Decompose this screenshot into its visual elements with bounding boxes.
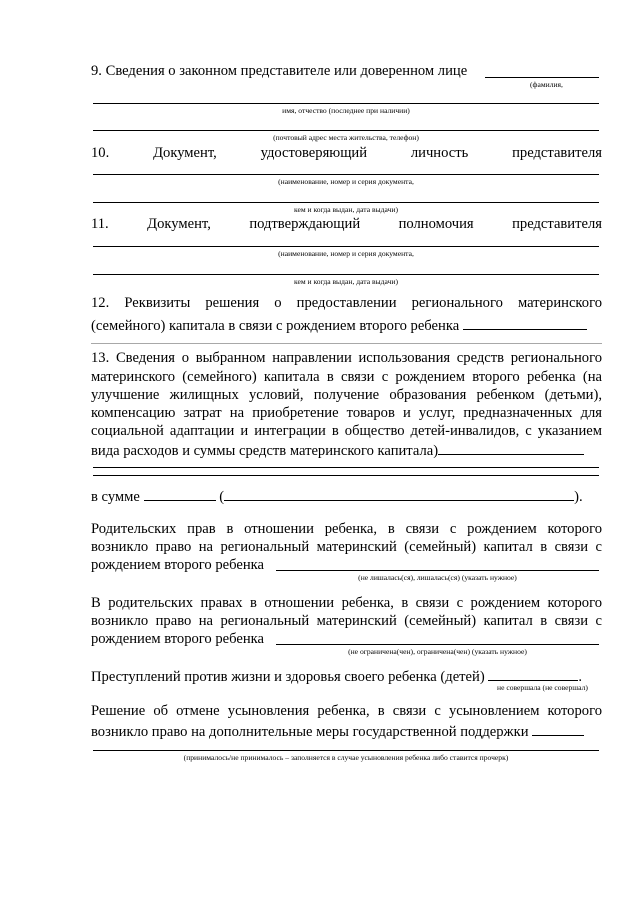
separator-line: [91, 343, 602, 344]
item13-extra-line-1[interactable]: [93, 467, 599, 468]
item11-heading: [91, 215, 602, 234]
item13-extra-line-2[interactable]: [93, 475, 599, 476]
item11-word-representative: представителя: [512, 216, 602, 232]
item11-doc-line[interactable]: [93, 246, 599, 247]
crimes-note: не совершала (не совершал): [497, 683, 588, 692]
adoption-extra-line[interactable]: [93, 750, 599, 751]
adoption-note: (принималось/не принималось – заполняется в случае усыновления ребенка либо ставится прочерк): [183, 753, 509, 762]
item10-doc-note: (наименование, номер и серия документа,: [278, 177, 414, 186]
item12-line2: [91, 315, 587, 336]
item10-doc-line[interactable]: [93, 174, 599, 175]
item9-text: 9. Сведения о законном представителе или доверенном лице: [91, 63, 468, 79]
restricted-rights-field[interactable]: [276, 644, 599, 645]
item10-issued-line[interactable]: [93, 202, 599, 203]
item9-address-note: (почтовый адрес места жительства, телефон): [273, 133, 419, 142]
sum-digits-field[interactable]: [144, 486, 216, 501]
restricted-rights-line2: возникло право на региональный материнский (семейный) капитал в связи с: [91, 613, 602, 629]
sum-label: в сумме: [91, 489, 140, 505]
item10-word-certifying: удостоверяющий: [260, 145, 368, 161]
restricted-rights-note: (не ограничена(чен), ограничена(чен) (указать нужное): [348, 647, 527, 656]
crimes-field[interactable]: [488, 666, 578, 681]
item9-name-line[interactable]: [93, 103, 599, 104]
item10-heading: [91, 144, 602, 163]
item9-surname-note: (фамилия,: [530, 80, 563, 89]
item13-line4: компенсацию затрат на приобретение товаров и услуг, предназначенных для: [91, 405, 602, 421]
item13-line3: улучшение жилищных условий, получение образования ребенком (детьми),: [91, 387, 602, 403]
adoption-line1: Решение об отмене усыновления ребенка, в связи с усыновлением которого: [91, 703, 602, 719]
item12-line2-text: (семейного) капитала в связи с рождением второго ребенка: [91, 318, 460, 334]
item11-issued-line[interactable]: [93, 274, 599, 275]
item10-word-representative: представителя: [512, 145, 602, 161]
parental-rights-line3: рождением второго ребенка: [91, 557, 265, 573]
item13-line6-text: вида расходов и суммы средств материнского капитала): [91, 443, 439, 459]
restricted-rights-line1: В родительских правах в отношении ребенка, в связи с рождением которого: [91, 595, 602, 611]
parental-rights-field[interactable]: [276, 570, 599, 571]
parental-rights-line1: Родительских прав в отношении ребенка, в связи с рождением которого: [91, 521, 602, 537]
item13-line1: 13. Сведения о выбранном направлении использования средств регионального: [91, 350, 602, 366]
item9-surname-line[interactable]: [485, 77, 599, 78]
restricted-rights-line3: рождением второго ребенка: [91, 631, 265, 647]
item10-word-document: Документ,: [153, 145, 217, 161]
item12-details-field[interactable]: [463, 315, 587, 330]
crimes-text: Преступлений против жизни и здоровья своего ребенка (детей): [91, 669, 485, 685]
item13-sum-row: [91, 486, 583, 507]
item9-name-note: имя, отчество (последнее при наличии): [282, 106, 410, 115]
item11-doc-note: (наименование, номер и серия документа,: [278, 249, 414, 258]
item11-issued-note: кем и когда выдан, дата выдачи): [293, 277, 399, 286]
item11-word-authority: полномочия: [398, 216, 474, 232]
item11-number: 11.: [91, 216, 109, 232]
adoption-line2-text: возникло право на дополнительные меры государственной поддержки: [91, 724, 529, 740]
item9-address-line[interactable]: [93, 130, 599, 131]
sum-paren-close: ).: [574, 489, 583, 505]
item13-line6: [91, 440, 584, 461]
item11-word-document: Документ,: [147, 216, 211, 232]
parental-rights-line2: возникло право на региональный материнский (семейный) капитал в связи с: [91, 539, 602, 555]
crimes-dot: .: [578, 669, 583, 685]
item10-word-identity: личность: [410, 145, 469, 161]
item10-number: 10.: [91, 145, 110, 161]
adoption-line2: [91, 721, 584, 742]
item13-line5: социальной адаптации и интеграции в общество детей-инвалидов, с указанием: [91, 423, 602, 439]
item12-line1: 12. Реквизиты решения о предоставлении регионального материнского: [91, 295, 602, 311]
item13-line2: материнского (семейного) капитала в связи с рождением второго ребенка (на: [91, 369, 602, 385]
item13-direction-field[interactable]: [438, 440, 584, 455]
item11-word-confirming: подтверждающий: [249, 216, 361, 232]
sum-words-field[interactable]: [224, 486, 574, 501]
item10-issued-note: кем и когда выдан, дата выдачи): [293, 205, 399, 214]
parental-rights-note: (не лишалась(ся), лишалась(ся) (указать нужное): [358, 573, 517, 582]
sum-paren-open: (: [219, 489, 225, 505]
adoption-field[interactable]: [532, 721, 584, 736]
